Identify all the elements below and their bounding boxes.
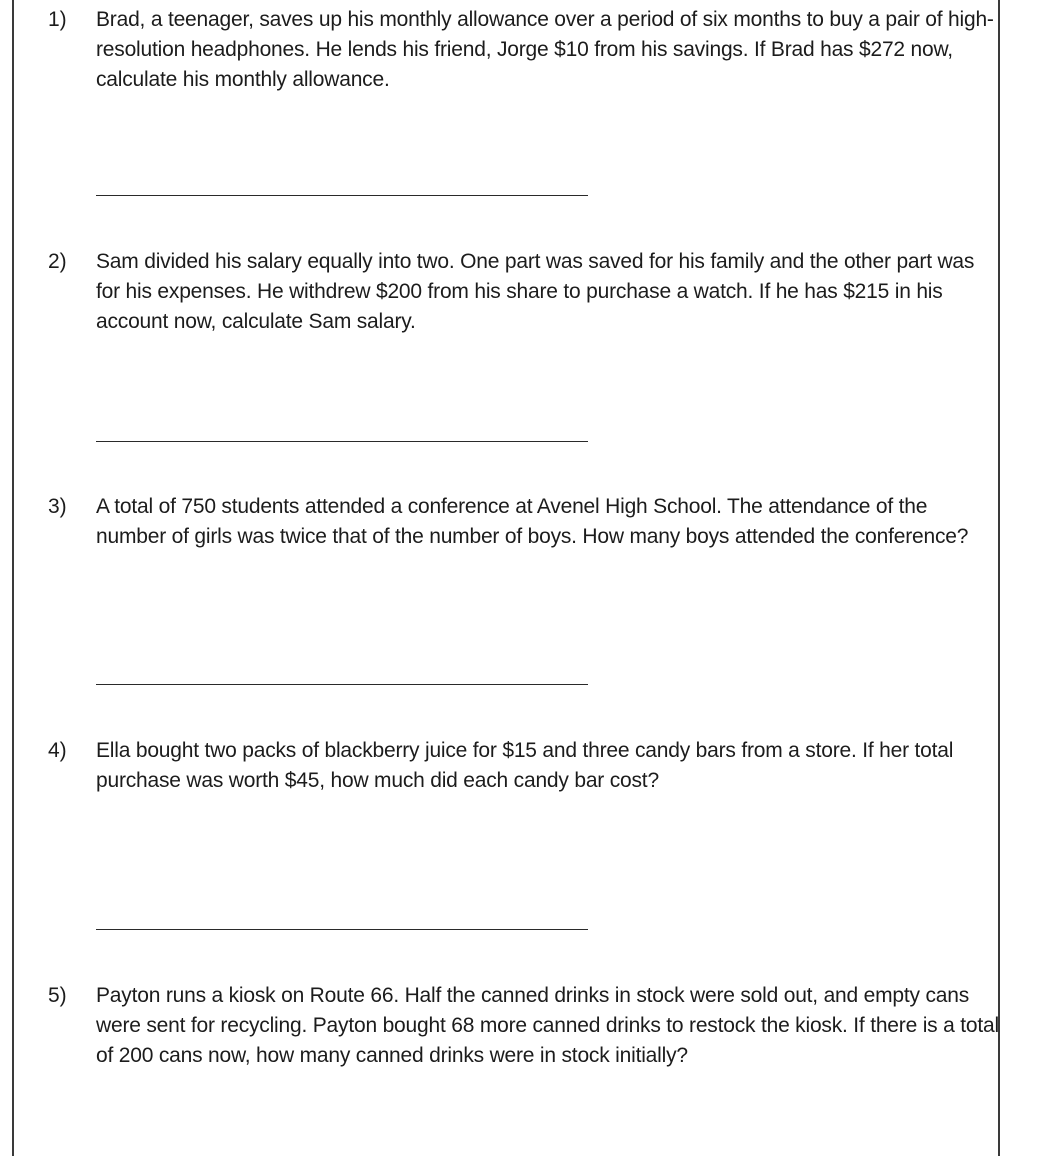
question-number: 3) — [48, 495, 67, 518]
question-number: 4) — [48, 739, 67, 762]
answer-line-1[interactable] — [96, 195, 588, 196]
question-number: 1) — [48, 8, 67, 31]
question-number: 5) — [48, 984, 67, 1007]
question-text: Brad, a teenager, saves up his monthly allowance over a period of six months to buy a pair of high-resolution headphones. He lends his friend, Jorge $10 from his savings. If Brad has $272 now, calculate his monthly allowance. — [96, 8, 994, 91]
answer-line-2[interactable] — [96, 441, 588, 442]
question-text: A total of 750 students attended a conference at Avenel High School. The attendance of the number of girls was twice that of the number of boys. How many boys attended the conference? — [96, 495, 969, 548]
question-text: Payton runs a kiosk on Route 66. Half the canned drinks in stock were sold out, and empty cans were sent for recycling. Payton bought 68 more canned drinks to restock the kiosk. If there is a total of 200 cans now, how many canned drinks were in stock initially? — [96, 984, 999, 1067]
question-text: Sam divided his salary equally into two. One part was saved for his family and the other part was for his expenses. He withdrew $200 from his share to purchase a watch. If he has $215 in his account now, calculate Sam salary. — [96, 250, 975, 333]
answer-line-3[interactable] — [96, 684, 588, 685]
answer-line-4[interactable] — [96, 929, 588, 930]
question-text: Ella bought two packs of blackberry juice for $15 and three candy bars from a store. If her total purchase was worth $45, how much did each candy bar cost? — [96, 739, 954, 792]
question-number: 2) — [48, 250, 67, 273]
